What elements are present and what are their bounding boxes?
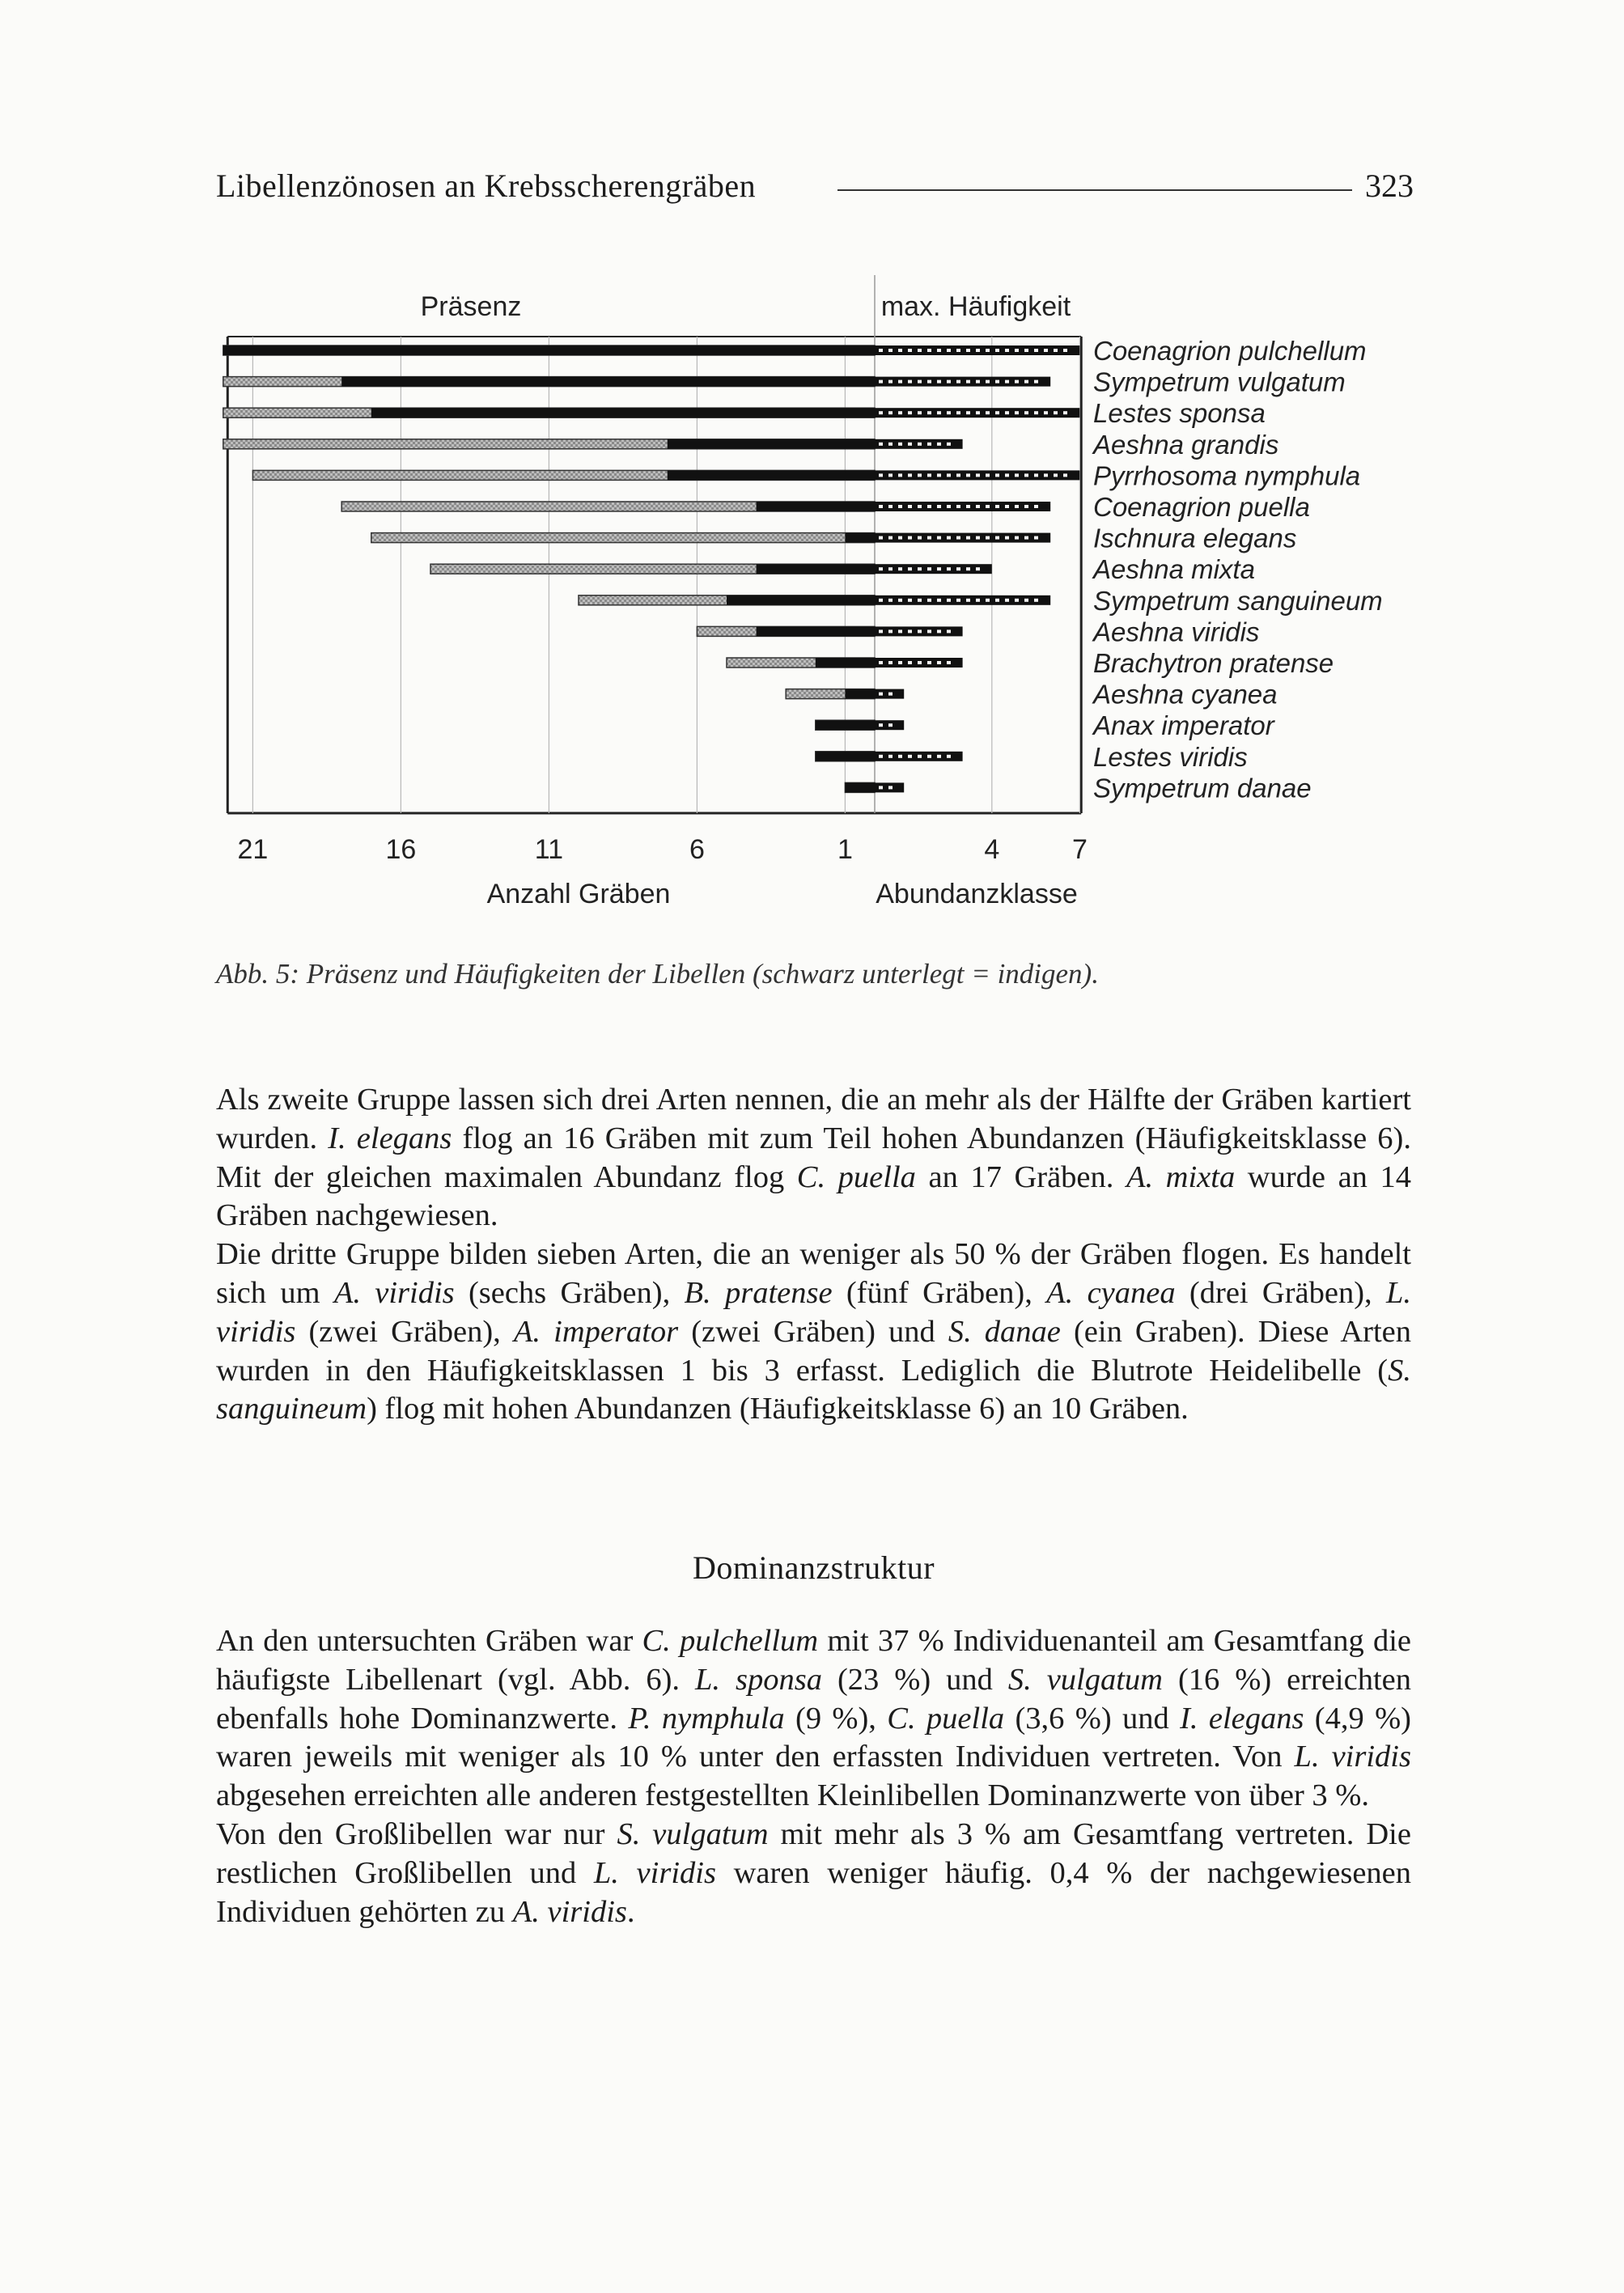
- abundance-bar-dot: [986, 505, 990, 508]
- abundance-bar-dot: [1054, 411, 1058, 414]
- presence-abundance-chart: [0, 0, 1624, 939]
- indigenous-bar: [668, 439, 875, 449]
- abundance-bar-dot: [1015, 411, 1019, 414]
- abundance-bar-dot: [888, 567, 893, 570]
- abundance-bar-dot: [976, 599, 980, 602]
- abundance-bar-dot: [898, 505, 902, 508]
- abundance-bar-dot: [888, 629, 893, 633]
- abundance-bar-dot: [879, 380, 883, 384]
- abundance-bar-dot: [898, 629, 902, 633]
- species-label: Aeshna mixta: [1093, 554, 1255, 585]
- abundance-bar-dot: [1024, 380, 1028, 384]
- abundance-bar-dot: [956, 380, 960, 384]
- x-tick-label: 6: [689, 834, 705, 865]
- abundance-bar-dot: [986, 599, 990, 602]
- abundance-bar-dot: [927, 380, 931, 384]
- abundance-bar-dot: [898, 443, 902, 446]
- abundance-bar-dot: [879, 567, 883, 570]
- abundance-bar-dot: [947, 380, 951, 384]
- abundance-bar-dot: [898, 755, 902, 758]
- abundance-bar-dot: [918, 505, 922, 508]
- abundance-bar-dot: [927, 629, 931, 633]
- abundance-bar-dot: [927, 349, 931, 352]
- abundance-bar-dot: [947, 349, 951, 352]
- page-number: 323: [1365, 167, 1414, 204]
- paragraph: An den untersuchten Gräben war C. pulchellum mit 37 % Individuenanteil am Gesamtfang die häufigste Libellenart (vgl. Abb. 6). L. sponsa (23 %) und S. vulgatum (16 %) erreichten ebenfalls hohe Dominanzwerte. P. nymphula (9 %), C. puella (3,6 %) und I. elegans (4,9 %) waren jeweils mit weniger als 10 % unter den erfassten Individuen vertreten. Von L. viridis abgesehen erreichten alle anderen festgestellten Kleinlibellen Dominanzwerte von über 3 %.: [216, 1624, 1412, 1813]
- indigenous-bar: [816, 720, 875, 730]
- abundance-bar-dot: [1063, 411, 1067, 414]
- abundance-bar-dot: [947, 536, 951, 540]
- abundance-bar-dot: [918, 536, 922, 540]
- abundance-bar-dot: [888, 755, 893, 758]
- abundance-bar-dot: [1015, 505, 1019, 508]
- abundance-bar-dot: [908, 536, 912, 540]
- indigenous-bar: [727, 596, 875, 605]
- abundance-bar-dot: [956, 599, 960, 602]
- abundance-bar-dot: [927, 536, 931, 540]
- abundance-bar-dot: [986, 411, 990, 414]
- abundance-bar-dot: [1034, 536, 1038, 540]
- x-tick-label: 7: [1071, 834, 1088, 865]
- abundance-bar-dot: [908, 380, 912, 384]
- abundance-bar-dot: [937, 349, 941, 352]
- abundance-bar-dot: [927, 755, 931, 758]
- abundance-bar-dot: [918, 349, 922, 352]
- abundance-bar-dot: [1034, 505, 1038, 508]
- indigenous-bar: [845, 782, 875, 792]
- paragraph: Von den Großlibellen war nur S. vulgatum mit mehr als 3 % am Gesamtfang vertreten. Die restlichen Großlibellen und L. viridis waren weniger häufig. 0,4 % der nachgewiesenen Individuen gehörten zu A. viridis.: [216, 1816, 1411, 1929]
- abundance-bar-dot: [908, 599, 912, 602]
- abundance-bar-dot: [995, 473, 999, 477]
- abundance-bar-dot: [927, 661, 931, 664]
- abundance-bar-dot: [1015, 599, 1019, 602]
- abundance-bar-dot: [1024, 473, 1028, 477]
- abundance-bar-dot: [956, 567, 960, 570]
- abundance-bar-dot: [976, 505, 980, 508]
- abundance-bar-dot: [908, 567, 912, 570]
- abundance-bar-dot: [937, 380, 941, 384]
- abundance-bar-dot: [937, 473, 941, 477]
- abundance-bar-dot: [947, 505, 951, 508]
- abundance-bar-dot: [1063, 349, 1067, 352]
- abundance-bar-dot: [879, 349, 883, 352]
- abundance-bar-dot: [995, 536, 999, 540]
- abundance-bar-dot: [1015, 349, 1019, 352]
- abundance-bar-dot: [1005, 505, 1009, 508]
- abundance-bar-dot: [908, 473, 912, 477]
- indigenous-bar: [845, 689, 875, 699]
- abundance-bar-dot: [947, 599, 951, 602]
- abundance-bar-dot: [986, 536, 990, 540]
- left-panel-title: Präsenz: [420, 291, 522, 322]
- abundance-bar-dot: [966, 411, 970, 414]
- abundance-bar-dot: [908, 443, 912, 446]
- abundance-bar-dot: [898, 411, 902, 414]
- abundance-bar-dot: [1034, 349, 1038, 352]
- indigenous-bar: [845, 533, 875, 543]
- abundance-bar-dot: [888, 505, 893, 508]
- left-x-axis-label: Anzahl Gräben: [486, 879, 671, 909]
- abundance-bar-dot: [995, 599, 999, 602]
- abundance-bar-dot: [956, 411, 960, 414]
- abundance-bar-dot: [976, 411, 980, 414]
- abundance-bar-dot: [1054, 473, 1058, 477]
- abundance-bar-dot: [888, 599, 893, 602]
- abundance-bar-dot: [976, 536, 980, 540]
- x-tick-label: 4: [984, 834, 1000, 865]
- species-label: Pyrrhosoma nymphula: [1093, 460, 1361, 491]
- abundance-bar-dot: [937, 755, 941, 758]
- abundance-bar-dot: [947, 629, 951, 633]
- abundance-bar-dot: [1034, 380, 1038, 384]
- abundance-bar-dot: [1034, 473, 1038, 477]
- abundance-bar-dot: [937, 505, 941, 508]
- right-x-axis-label: Abundanzklasse: [876, 879, 1078, 909]
- section-heading: Dominanzstruktur: [692, 1549, 935, 1586]
- abundance-bar-dot: [1054, 349, 1058, 352]
- abundance-bar-dot: [937, 567, 941, 570]
- abundance-bar-dot: [898, 661, 902, 664]
- abundance-bar-dot: [966, 505, 970, 508]
- species-label: Sympetrum danae: [1093, 773, 1312, 803]
- abundance-bar-dot: [966, 536, 970, 540]
- abundance-bar-dot: [966, 567, 970, 570]
- abundance-bar-dot: [888, 443, 893, 446]
- species-label: Sympetrum sanguineum: [1093, 585, 1383, 616]
- abundance-bar-dot: [1063, 473, 1067, 477]
- abundance-bar-dot: [956, 536, 960, 540]
- species-label: Aeshna cyanea: [1093, 679, 1278, 710]
- abundance-bar-dot: [1005, 599, 1009, 602]
- abundance-bar-dot: [918, 443, 922, 446]
- abundance-bar-dot: [1015, 473, 1019, 477]
- abundance-bar-dot: [879, 599, 883, 602]
- abundance-bar-dot: [898, 473, 902, 477]
- abundance-bar-dot: [947, 661, 951, 664]
- paragraph: Die dritte Gruppe bilden sieben Arten, die an weniger als 50 % der Gräben flogen. Es handelt sich um A. viridis (sechs Gräben), B. pratense (fünf Gräben), A. cyanea (drei Gräben), L. viridis (zwei Gräben), A. imperator (zwei Gräben) und S. danae (ein Graben). Diese Arten wurden in den Häufigkeitsklassen 1 bis 3 erfasst. Lediglich die Blutrote Heidelibelle (S. sanguineum) flog mit hohen Abundanzen (Häufigkeitsklasse 6) an 10 Gräben.: [216, 1237, 1412, 1426]
- indigenous-bar: [223, 345, 875, 355]
- body-text-lower: [216, 1622, 1411, 1931]
- abundance-bar-dot: [888, 693, 893, 696]
- abundance-bar-dot: [1024, 536, 1028, 540]
- abundance-bar-dot: [927, 505, 931, 508]
- abundance-bar-dot: [1034, 599, 1038, 602]
- abundance-bar-dot: [898, 567, 902, 570]
- abundance-bar-dot: [888, 723, 893, 727]
- abundance-bar-dot: [879, 786, 883, 789]
- abundance-bar-dot: [888, 411, 893, 414]
- species-label: Coenagrion pulchellum: [1093, 336, 1367, 366]
- abundance-bar-dot: [1005, 380, 1009, 384]
- abundance-bar-dot: [986, 349, 990, 352]
- abundance-bar-dot: [879, 723, 883, 727]
- abundance-bar-dot: [976, 567, 980, 570]
- abundance-bar-dot: [1005, 349, 1009, 352]
- abundance-bar-dot: [966, 380, 970, 384]
- abundance-bar-dot: [937, 411, 941, 414]
- x-tick-label: 21: [237, 834, 269, 865]
- abundance-bar-dot: [908, 755, 912, 758]
- abundance-bar-dot: [879, 693, 883, 696]
- species-label: Lestes sponsa: [1093, 398, 1266, 429]
- abundance-bar-dot: [995, 380, 999, 384]
- abundance-bar-dot: [879, 629, 883, 633]
- abundance-bar-dot: [995, 349, 999, 352]
- abundance-bar-dot: [976, 473, 980, 477]
- abundance-bar-dot: [937, 536, 941, 540]
- paragraph: Als zweite Gruppe lassen sich drei Arten nennen, die an mehr als der Hälfte der Gräben kartiert wurden. I. elegans flog an 16 Gräben mit zum Teil hohen Abundanzen (Häufigkeitsklasse 6). Mit der gleichen maximalen Abundanz flog C. puella an 17 Gräben. A. mixta wurde an 14 Gräben nachgewiesen.: [216, 1083, 1411, 1233]
- abundance-bar-dot: [927, 443, 931, 446]
- abundance-bar-dot: [918, 755, 922, 758]
- abundance-bar-dot: [1044, 411, 1048, 414]
- abundance-bar-dot: [879, 661, 883, 664]
- species-label: Coenagrion puella: [1093, 492, 1310, 522]
- indigenous-bar: [341, 377, 875, 387]
- abundance-bar-dot: [879, 411, 883, 414]
- abundance-bar-dot: [1034, 411, 1038, 414]
- abundance-bar-dot: [1044, 473, 1048, 477]
- abundance-bar-dot: [986, 473, 990, 477]
- species-label: Aeshna grandis: [1093, 429, 1279, 460]
- species-label: Ischnura elegans: [1093, 523, 1297, 553]
- abundance-bar-dot: [927, 411, 931, 414]
- x-tick-label: 1: [837, 834, 853, 865]
- abundance-bar-dot: [908, 411, 912, 414]
- abundance-bar-dot: [966, 473, 970, 477]
- running-title: Libellenzönosen an Krebsscherengräben: [216, 167, 757, 204]
- abundance-bar-dot: [908, 349, 912, 352]
- indigenous-bar: [757, 502, 875, 511]
- abundance-bar-dot: [1005, 411, 1009, 414]
- abundance-bar-dot: [1005, 536, 1009, 540]
- abundance-bar-dot: [908, 505, 912, 508]
- abundance-bar-dot: [898, 536, 902, 540]
- abundance-bar-dot: [1024, 599, 1028, 602]
- abundance-bar-dot: [1024, 505, 1028, 508]
- species-label: Brachytron pratense: [1093, 648, 1334, 678]
- abundance-bar-dot: [888, 473, 893, 477]
- body-text-upper: [216, 1081, 1411, 1429]
- indigenous-bar: [816, 658, 875, 668]
- right-panel-title: max. Häufigkeit: [880, 291, 1071, 322]
- abundance-bar-dot: [918, 661, 922, 664]
- abundance-bar-dot: [966, 599, 970, 602]
- abundance-bar-dot: [927, 567, 931, 570]
- indigenous-bar: [757, 564, 875, 574]
- abundance-bar-dot: [976, 349, 980, 352]
- abundance-bar-dot: [956, 505, 960, 508]
- abundance-bar-dot: [879, 443, 883, 446]
- abundance-bar-dot: [937, 599, 941, 602]
- abundance-bar-dot: [879, 473, 883, 477]
- abundance-bar-dot: [976, 380, 980, 384]
- abundance-bar-dot: [1015, 380, 1019, 384]
- presence-bar: [371, 533, 875, 543]
- abundance-bar-dot: [898, 349, 902, 352]
- abundance-bar-dot: [947, 443, 951, 446]
- abundance-bar-dot: [1044, 349, 1048, 352]
- indigenous-bar: [668, 470, 875, 480]
- abundance-bar-dot: [937, 629, 941, 633]
- abundance-bar-dot: [918, 567, 922, 570]
- abundance-bar-dot: [888, 536, 893, 540]
- indigenous-bar: [371, 408, 875, 417]
- species-label: Lestes viridis: [1093, 741, 1248, 772]
- abundance-bar-dot: [927, 473, 931, 477]
- abundance-bar-dot: [927, 599, 931, 602]
- abundance-bar-dot: [888, 349, 893, 352]
- abundance-bar-dot: [888, 661, 893, 664]
- abundance-bar-dot: [888, 786, 893, 789]
- abundance-bar-dot: [937, 443, 941, 446]
- abundance-bar-dot: [937, 661, 941, 664]
- abundance-bar-dot: [879, 755, 883, 758]
- abundance-bar-dot: [908, 661, 912, 664]
- x-tick-label: 16: [385, 834, 417, 865]
- abundance-bar-dot: [986, 380, 990, 384]
- species-label: Anax imperator: [1093, 710, 1274, 741]
- figure-caption: Abb. 5: Präsenz und Häufigkeiten der Libellen (schwarz unterlegt = indigen).: [216, 958, 1099, 990]
- abundance-bar-dot: [879, 505, 883, 508]
- abundance-bar-dot: [918, 599, 922, 602]
- abundance-bar-dot: [956, 473, 960, 477]
- abundance-bar-dot: [888, 380, 893, 384]
- abundance-bar-dot: [956, 349, 960, 352]
- abundance-bar-dot: [947, 567, 951, 570]
- abundance-bar-dot: [1005, 473, 1009, 477]
- abundance-bar-dot: [947, 755, 951, 758]
- x-tick-label: 11: [534, 834, 564, 865]
- abundance-bar-dot: [898, 380, 902, 384]
- abundance-bar-dot: [947, 411, 951, 414]
- abundance-bar-dot: [1024, 349, 1028, 352]
- abundance-bar-dot: [918, 629, 922, 633]
- abundance-bar-dot: [879, 536, 883, 540]
- abundance-bar-dot: [918, 411, 922, 414]
- abundance-bar-dot: [898, 599, 902, 602]
- abundance-bar-dot: [908, 629, 912, 633]
- indigenous-bar: [816, 752, 875, 761]
- abundance-bar-dot: [918, 473, 922, 477]
- abundance-bar-dot: [995, 411, 999, 414]
- species-label: Sympetrum vulgatum: [1093, 367, 1346, 397]
- indigenous-bar: [757, 626, 875, 636]
- abundance-bar-dot: [1024, 411, 1028, 414]
- abundance-bar-dot: [947, 473, 951, 477]
- species-label: Aeshna viridis: [1093, 617, 1260, 647]
- abundance-bar-dot: [995, 505, 999, 508]
- abundance-bar-dot: [966, 349, 970, 352]
- abundance-bar-dot: [1015, 536, 1019, 540]
- abundance-bar-dot: [918, 380, 922, 384]
